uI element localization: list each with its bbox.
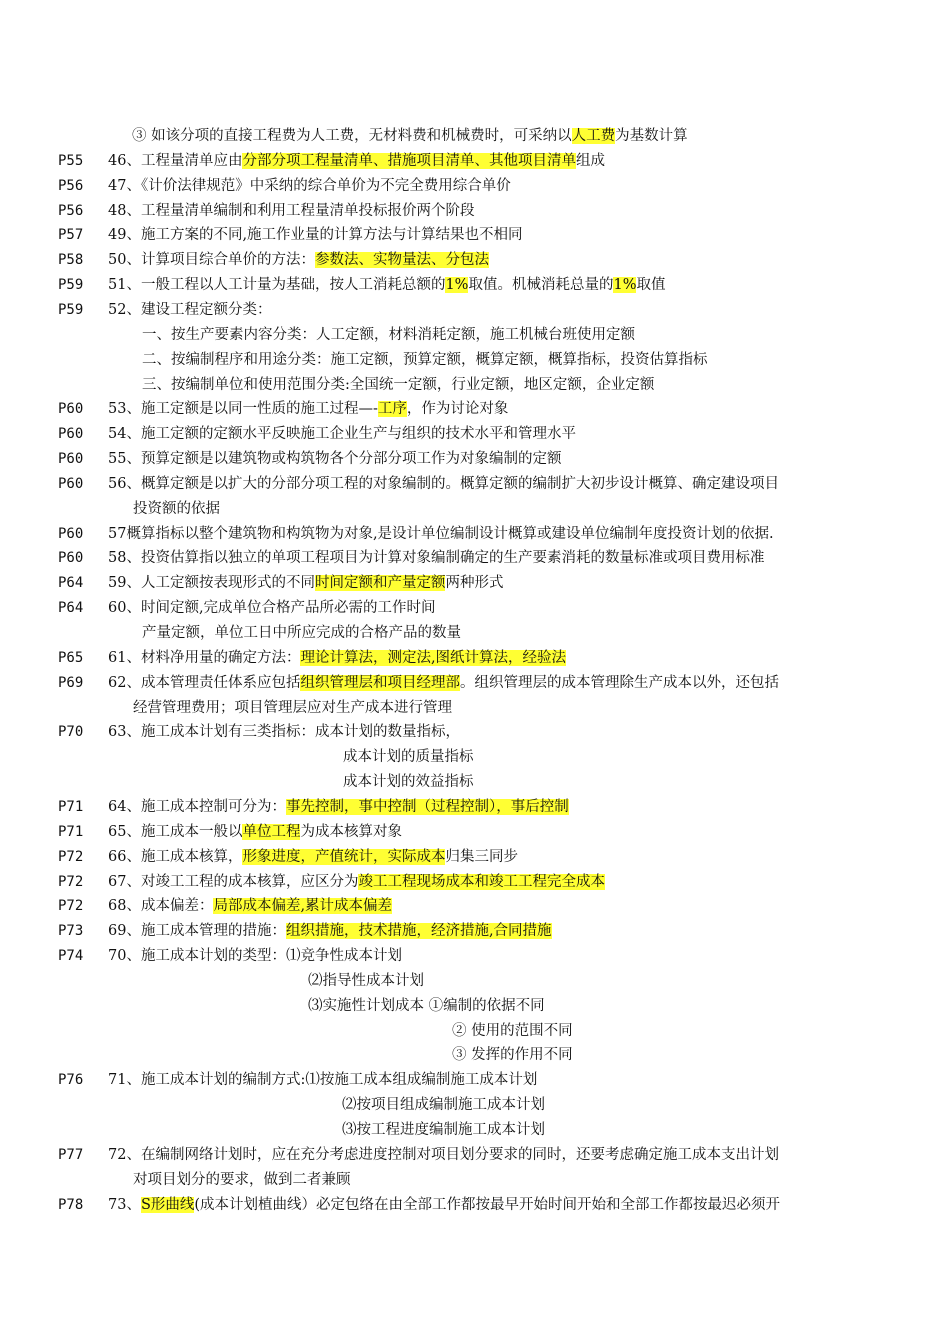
line-text (108, 397, 508, 422)
text-segment: 51、一般工程以人工计量为基础，按人工消耗总额的 (108, 277, 446, 294)
text-line (0, 745, 950, 770)
page-reference: P74 (58, 948, 84, 965)
text-segment: ③ 如该分项的直接工程费为人工费，无材料费和机械费时，可采纳以 (132, 128, 572, 144)
text-segment: 成本计划的质量指标 (343, 749, 474, 766)
text-line (0, 571, 950, 596)
highlighted-text: 1% (445, 277, 469, 294)
text-line (0, 546, 950, 571)
text-line (0, 671, 950, 696)
text-segment: 71、施工成本计划的编制方式:⑴按施工成本组成编制施工成本计划 (108, 1072, 538, 1089)
text-segment: 为基数计算 (615, 128, 688, 144)
text-segment: 73、 (108, 1196, 141, 1213)
text-line (0, 373, 950, 398)
text-segment: 投资额的依据 (133, 500, 220, 517)
text-line (0, 720, 950, 745)
text-segment: 59、人工定额按表现形式的不同 (108, 575, 315, 592)
line-text (108, 522, 774, 547)
line-text (108, 944, 402, 969)
highlighted-text: 人工费 (571, 128, 616, 144)
text-segment: 64、施工成本控制可分为： (108, 798, 286, 815)
highlighted-text: 竣工工程现场成本和竣工工程完全成本 (358, 873, 605, 890)
text-line (0, 472, 950, 497)
page-reference: P56 (58, 177, 84, 194)
text-segment: 对项目划分的要求，做到二者兼顾 (133, 1171, 351, 1188)
line-text (343, 770, 474, 795)
text-line (0, 1193, 950, 1218)
text-segment: 62、成本管理责任体系应包括 (108, 674, 301, 691)
text-segment: 66、施工成本核算， (108, 848, 243, 865)
text-line (0, 1143, 950, 1168)
highlighted-text: 事先控制，事中控制（过程控制），事后控制 (285, 798, 569, 815)
page-reference: P69 (58, 674, 84, 691)
text-line (0, 273, 950, 298)
line-text (108, 720, 460, 745)
text-segment: 72、在编制网络计划时，应在充分考虑进度控制对项目划分要求的同时，还要考虑确定施工成本支出计划 (108, 1146, 779, 1163)
text-segment: (成本计划植曲线）必定包络在由全部工作都按最早开始时间开始和全部工作都按最迟必须开 (194, 1196, 781, 1213)
page-reference: P77 (58, 1146, 84, 1163)
line-text (142, 348, 708, 373)
text-line (0, 1118, 950, 1143)
line-text (133, 497, 220, 522)
line-text (108, 646, 566, 671)
line-text (142, 323, 635, 348)
page-reference: P59 (58, 277, 84, 294)
text-line (0, 348, 950, 373)
text-line (0, 199, 950, 224)
page-reference: P70 (58, 724, 84, 741)
line-text (108, 1193, 780, 1218)
highlighted-text: 组织措施，技术措施，经济措施,合同措施 (285, 923, 552, 940)
highlighted-text: 组织管理层和项目经理部 (300, 674, 460, 691)
line-text (142, 621, 461, 646)
page-reference: P55 (58, 152, 84, 169)
text-line (0, 323, 950, 348)
text-line (0, 497, 950, 522)
line-text (308, 969, 424, 994)
text-line (0, 1019, 950, 1044)
text-segment: 57概算指标以整个建筑物和构筑物为对象,是设计单位编制设计概算或建设单位编制年度投资计划的依据. (108, 525, 774, 542)
line-text (132, 124, 688, 149)
text-line (0, 223, 950, 248)
text-line (0, 397, 950, 422)
text-segment: 60、时间定额,完成单位合格产品所必需的工作时间 (108, 600, 436, 617)
text-segment: 53、施工定额是以同一性质的施工过程—- (108, 401, 378, 418)
text-segment: 归集三同步 (445, 848, 518, 865)
page-reference: P56 (58, 202, 84, 219)
text-line (0, 298, 950, 323)
text-segment: 61、材料净用量的确定方法： (108, 649, 301, 666)
text-segment: 47、《计价法律规范》中采纳的综合单价为不完全费用综合单价 (108, 177, 511, 194)
text-segment: 54、施工定额的定额水平反映施工企业生产与组织的技术水平和管理水平 (108, 426, 576, 443)
page-reference: P60 (58, 475, 84, 492)
line-text (133, 1168, 351, 1193)
line-text (108, 894, 392, 919)
text-segment: 两种形式 (445, 575, 504, 592)
line-text (108, 571, 503, 596)
line-text (108, 845, 518, 870)
page-reference: P59 (58, 301, 84, 318)
line-text (342, 1093, 545, 1118)
text-segment: 49、施工方案的不同,施工作业量的计算方法与计算结果也不相同 (108, 227, 523, 244)
text-line (0, 621, 950, 646)
page-reference: P64 (58, 600, 84, 617)
page-reference: P60 (58, 550, 84, 567)
text-segment: ⑵按项目组成编制施工成本计划 (342, 1097, 545, 1114)
highlighted-text: 时间定额和产量定额 (314, 575, 446, 592)
line-text (342, 1118, 545, 1143)
line-text (343, 745, 474, 770)
page-reference: P72 (58, 848, 84, 865)
line-text (108, 870, 605, 895)
line-text (108, 596, 436, 621)
line-text (108, 472, 779, 497)
text-line (0, 894, 950, 919)
page-reference: P58 (58, 252, 84, 269)
line-text (452, 1019, 573, 1044)
text-segment: ② 使用的范围不同 (452, 1022, 573, 1039)
text-line (0, 124, 950, 149)
page-reference: P57 (58, 227, 84, 244)
page-reference: P72 (58, 898, 84, 915)
line-text (108, 447, 561, 472)
text-line (0, 422, 950, 447)
text-line (0, 696, 950, 721)
text-line (0, 1093, 950, 1118)
text-segment: 63、施工成本计划有三类指标：成本计划的数量指标， (108, 724, 460, 741)
highlighted-text: 理论计算法，测定法,图纸计算法，经验法 (300, 649, 567, 666)
text-segment: 68、成本偏差： (108, 898, 214, 915)
text-segment: 69、施工成本管理的措施： (108, 923, 286, 940)
text-line (0, 447, 950, 472)
text-line (0, 944, 950, 969)
page-reference: P64 (58, 575, 84, 592)
text-line (0, 248, 950, 273)
line-text (108, 248, 489, 273)
text-line (0, 795, 950, 820)
text-segment: 50、计算项目综合单价的方法： (108, 252, 315, 269)
text-line (0, 1043, 950, 1068)
text-line (0, 969, 950, 994)
page-reference: P73 (58, 923, 84, 940)
text-segment: 三、按编制单位和使用范围分类:全国统一定额，行业定额，地区定额，企业定额 (142, 376, 655, 393)
page-reference: P60 (58, 426, 84, 443)
text-segment: 65、施工成本一般以 (108, 823, 243, 840)
text-segment: 二、按编制程序和用途分类：施工定额，预算定额，概算定额，概算指标，投资估算指标 (142, 351, 708, 368)
text-segment: 46、工程量清单应由 (108, 152, 243, 169)
text-line (0, 522, 950, 547)
text-segment: 一、按生产要素内容分类：人工定额，材料消耗定额，施工机械台班使用定额 (142, 326, 635, 343)
line-text (108, 820, 402, 845)
page-reference: P76 (58, 1072, 84, 1089)
line-text (108, 795, 569, 820)
text-segment: 70、施工成本计划的类型：⑴竞争性成本计划 (108, 948, 402, 965)
text-segment: 48、工程量清单编制和利用工程量清单投标报价两个阶段 (108, 202, 475, 219)
text-segment: 为成本核算对象 (300, 823, 402, 840)
page-reference: P71 (58, 798, 84, 815)
text-segment: 。组织管理层的成本管理除生产成本以外，还包括 (459, 674, 779, 691)
line-text (108, 422, 576, 447)
highlighted-text: 单位工程 (242, 823, 301, 840)
text-segment: 58、投资估算指以独立的单项工程项目为计算对象编制确定的生产要素消耗的数量标准或项目费用标准 (108, 550, 765, 567)
text-segment: 成本计划的效益指标 (343, 774, 474, 791)
text-segment: 取值。机械消耗总量的 (468, 277, 614, 294)
page-reference: P65 (58, 649, 84, 666)
text-line (0, 596, 950, 621)
text-line (0, 919, 950, 944)
highlighted-text: 局部成本偏差,累计成本偏差 (213, 898, 393, 915)
highlighted-text: S形曲线 (140, 1196, 195, 1213)
text-segment: 67、对竣工工程的成本核算，应区分为 (108, 873, 359, 890)
text-segment: ③ 发挥的作用不同 (452, 1047, 573, 1064)
line-text (108, 298, 271, 323)
text-line (0, 1068, 950, 1093)
page-reference: P71 (58, 823, 84, 840)
highlighted-text: 1% (613, 277, 637, 294)
page-reference: P60 (58, 525, 84, 542)
highlighted-text: 工序 (377, 401, 407, 418)
text-segment: 52、建设工程定额分类： (108, 301, 272, 318)
text-segment: 产量定额，单位工日中所应完成的合格产品的数量 (142, 625, 461, 641)
text-segment: ⑶实施性计划成本 ①编制的依据不同 (308, 997, 545, 1014)
line-text (142, 373, 654, 398)
text-segment: ⑶按工程进度编制施工成本计划 (342, 1122, 545, 1138)
line-text (108, 149, 605, 174)
line-text (108, 273, 665, 298)
line-text (308, 994, 545, 1019)
line-text (108, 199, 474, 224)
text-segment: ⑵指导性成本计划 (308, 972, 424, 989)
text-line (0, 646, 950, 671)
text-line (0, 845, 950, 870)
text-line (0, 820, 950, 845)
text-segment: 55、预算定额是以建筑物或构筑物各个分部分项工作为对象编制的定额 (108, 451, 562, 468)
text-segment: ，作为讨论对象 (406, 401, 509, 418)
line-text (108, 223, 523, 248)
text-segment: 56、概算定额是以扩大的分部分项工程的对象编制的。概算定额的编制扩大初步设计概算、确定建设项目 (108, 475, 779, 492)
line-text (108, 1068, 537, 1093)
line-text (108, 671, 779, 696)
line-text (108, 174, 511, 199)
text-line (0, 1168, 950, 1193)
text-line (0, 870, 950, 895)
text-segment: 组成 (575, 152, 605, 169)
highlighted-text: 分部分项工程量清单、措施项目清单、其他项目清单 (242, 152, 576, 169)
line-text (133, 696, 452, 721)
text-line (0, 770, 950, 795)
highlighted-text: 形象进度，产值统计，实际成本 (242, 848, 446, 865)
page-reference: P60 (58, 401, 84, 418)
text-line (0, 149, 950, 174)
line-text (108, 546, 764, 571)
page-reference: P60 (58, 451, 84, 468)
line-text (452, 1043, 573, 1068)
page-reference: P78 (58, 1196, 84, 1213)
text-segment: 取值 (636, 277, 666, 294)
page-reference: P72 (58, 873, 84, 890)
text-segment: 经营管理费用；项目管理层应对生产成本进行管理 (133, 699, 452, 716)
highlighted-text: 参数法、实物量法、分包法 (314, 252, 489, 269)
text-line (0, 994, 950, 1019)
line-text (108, 919, 552, 944)
line-text (108, 1143, 779, 1168)
text-line (0, 174, 950, 199)
